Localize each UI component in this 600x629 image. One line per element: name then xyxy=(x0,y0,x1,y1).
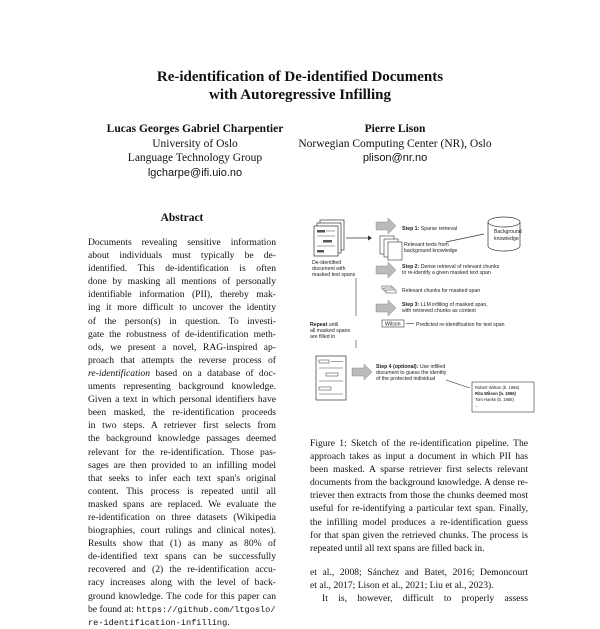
deidentified-doc-label: De-identified xyxy=(312,260,342,266)
abstract-line-text: be found at: xyxy=(88,603,134,615)
author-name: Pierre Lison xyxy=(364,123,426,135)
step2-label: Step 2: Dense retrieval of relevant chunks xyxy=(402,264,500,270)
abstract-line: about individuals must typically be de- xyxy=(88,250,276,262)
author-block-1 xyxy=(90,122,300,180)
candidate-name: Robert Wilson (b. 1956) xyxy=(475,385,520,390)
abstract-line: identifiable information (PII), thereby mak- xyxy=(88,289,276,301)
author-name: Lucas Georges Gabriel Charpentier xyxy=(106,123,284,135)
caption-line: approach takes as input a document in which PII has xyxy=(310,451,528,463)
abstract-line: Documents revealing sensitive information xyxy=(88,237,276,248)
code-url-link[interactable]: re-identification-infilling xyxy=(88,617,228,628)
body-text-right xyxy=(310,566,528,605)
author-email[interactable]: lgcharpe@ifi.uio.no xyxy=(147,166,243,179)
relevant-chunks-label: Relevant chunks for masked span xyxy=(402,288,481,294)
abstract-line: biographies, court rulings and clinical notes). xyxy=(88,525,276,537)
deidentified-doc-label: masked text spans xyxy=(312,272,356,278)
abstract-heading: Abstract xyxy=(160,212,204,224)
predicted-label: Predicted re-identification for text span xyxy=(416,322,505,328)
abstract-line-url xyxy=(88,616,276,629)
relevant-chunks-icon xyxy=(382,286,396,293)
step4-label: Step 4 (optional): Use infilled xyxy=(376,364,446,370)
author-affiliation: Language Technology Group xyxy=(127,152,263,164)
relevant-texts-label: Relevant texts from xyxy=(404,242,449,248)
body-line: et al., 2008; Sánchez and Batet, 2016; Demoncourt xyxy=(310,567,528,578)
deidentified-document-icon xyxy=(314,220,344,256)
candidate-name: ... xyxy=(475,403,479,408)
step1-label: Step 1: Sparse retrieval xyxy=(402,226,458,232)
repeat-label: Repeat until xyxy=(310,322,339,328)
pipeline-figure xyxy=(306,208,542,432)
deidentified-doc-label: document with xyxy=(312,266,346,272)
infilled-document-icon xyxy=(316,356,346,400)
caption-line: Figure 1: Sketch of the re-identification pipeline. The xyxy=(310,438,528,449)
figure-caption xyxy=(310,437,528,555)
arrow-step3 xyxy=(376,300,396,316)
abstract-line: sages are then provided to an infilling model xyxy=(88,459,276,471)
step3-label: with retrieved chunks as context xyxy=(402,308,476,314)
abstract-line: of the person(s) in question. To investi- xyxy=(88,315,276,327)
abstract-line: de-identified text spans can be successfully xyxy=(88,551,276,563)
step3-label: Step 3: LLM infilling of masked span, xyxy=(402,302,488,308)
abstract-line: relevant for the re-identification. Those pas- xyxy=(88,446,276,458)
arrow-step1 xyxy=(376,218,396,234)
author-affiliation: Norwegian Computing Center (NR), Oslo xyxy=(298,137,492,150)
paper-title-line-1: Re-identification of De-identified Documents xyxy=(156,69,444,85)
abstract-line: Given a text in which personal identifiers have xyxy=(88,394,276,406)
abstract-line: ods, we present a novel, RAG-inspired ap- xyxy=(88,341,276,353)
paper-title-line-2: with Autoregressive Infilling xyxy=(209,87,391,103)
abstract-line-italic xyxy=(88,367,276,380)
abstract-line: been masked, the re-identification proceeds xyxy=(88,407,276,419)
repeat-label: are filled in xyxy=(310,334,336,340)
italic-term: re-identification xyxy=(88,367,150,379)
caption-line: for that span given the retrieved chunks. The process is xyxy=(310,529,528,541)
caption-line: documents from the background knowledge. A dense re- xyxy=(310,477,528,489)
caption-line: been masked. A sparse retriever first selects relevant xyxy=(310,464,528,476)
caption-line: repeated until all text spans are filled back in. xyxy=(310,542,485,554)
abstract-line: uments representing background knowledge. xyxy=(88,381,276,393)
abstract-line: racy increases along with the level of back- xyxy=(88,577,276,589)
repeat-label: all masked spans xyxy=(310,328,351,334)
wilson-tag-label: Wilson xyxy=(385,321,401,328)
caption-line: useful for re-identifying a particular text span. Finally, xyxy=(310,503,528,515)
background-knowledge-label: Background xyxy=(494,229,522,235)
abstract-line: ing it more difficult to uncover the identity xyxy=(88,302,276,314)
abstract-line: recovered and (2) the re-identification accu- xyxy=(88,564,276,576)
caption-line: triever then extracts from those the chunks deemed most xyxy=(310,490,528,502)
relevant-texts-label: background knowledge xyxy=(404,248,458,254)
abstract-line: identified. This de-identification is often xyxy=(88,263,276,275)
abstract-line: masked spans are replaced. We evaluate the xyxy=(88,498,276,510)
arrow-step2 xyxy=(376,262,396,278)
code-url-link[interactable]: https://github.com/ltgoslo/ xyxy=(136,604,276,615)
abstract-line: that seeks to infer each text span's original xyxy=(88,472,276,484)
abstract-line: proach that attempts the reverse process of xyxy=(88,354,276,366)
author-email[interactable]: plison@nr.no xyxy=(362,152,428,164)
candidate-name: Rita Wilson (b. 1956) xyxy=(475,391,516,396)
abstract-line-url xyxy=(88,603,276,616)
background-knowledge-label: knowledge xyxy=(494,236,519,242)
abstract-line: Results show that (1) as many as 80% of xyxy=(88,538,276,550)
relevant-texts-icon xyxy=(380,236,402,260)
abstract-line: done by masking all mentions of personally xyxy=(88,276,276,288)
abstract-line: gate the robustness of de-identification meth- xyxy=(88,328,276,340)
abstract-line: re-identification on three datasets (Wikipedia xyxy=(88,511,276,523)
body-line: et al., 2017; Lison et al., 2021; Liu et al., 2023). xyxy=(310,580,494,592)
body-line: It is, however, difficult to properly assess xyxy=(322,593,528,605)
abstract-line: in two steps. A retriever first selects from xyxy=(88,420,276,432)
step2-label: to re-identify a given masked text span xyxy=(402,270,491,276)
step4-label: document to guess the identity xyxy=(376,370,447,376)
abstract-line: the background knowledge passages deemed xyxy=(88,433,276,445)
candidate-name: Tom Hanks (b. 1956) xyxy=(475,397,514,402)
author-block-2 xyxy=(290,122,500,166)
abstract-line: content. This process is repeated until all xyxy=(88,485,276,497)
caption-line: the infilling model produces a re-identification guess xyxy=(310,516,528,528)
step4-label: of the protected individual xyxy=(376,376,436,382)
abstract-line: ground knowledge. The code for this paper can xyxy=(88,590,276,602)
period: . xyxy=(227,616,230,628)
arrow-step4 xyxy=(352,364,372,380)
abstract-line-text: based on a database of doc- xyxy=(155,367,276,379)
author-affiliation: University of Oslo xyxy=(152,137,238,150)
abstract-body xyxy=(88,236,276,629)
